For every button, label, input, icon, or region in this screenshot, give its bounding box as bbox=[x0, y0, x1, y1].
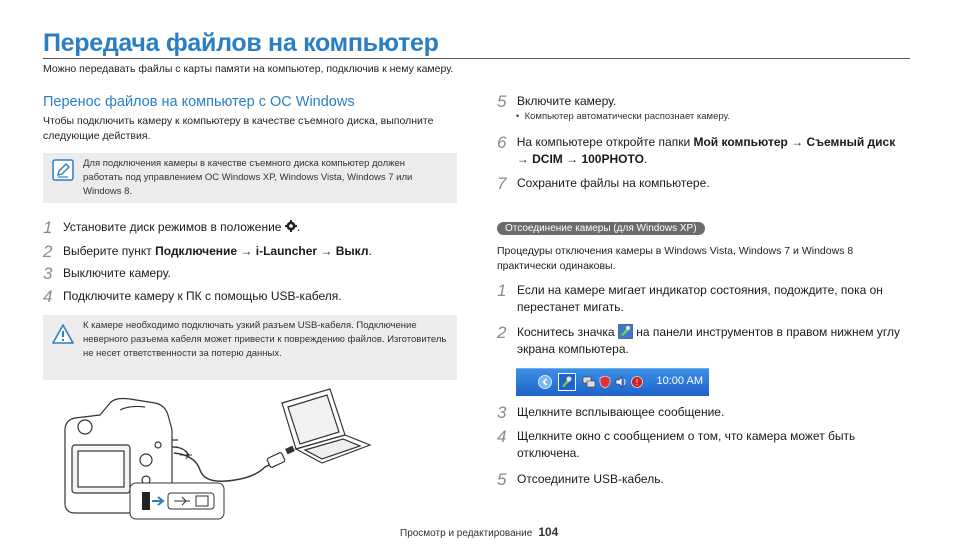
step-text: Сохраните файлы на компьютере. bbox=[517, 176, 710, 190]
pencil-note-icon bbox=[52, 159, 74, 181]
step-text: Щелкните окно с сообщением о том, что камера может быть отключена. bbox=[517, 429, 856, 460]
page-footer bbox=[400, 525, 558, 539]
disconnect-step-4 bbox=[497, 428, 912, 462]
step-text: Щелкните всплывающее сообщение. bbox=[517, 405, 725, 419]
chevron-left-icon[interactable] bbox=[538, 375, 552, 389]
volume-icon[interactable] bbox=[614, 375, 628, 389]
section-description: Чтобы подключить камеру к компьютеру в качестве съемного диска, выполните следующие действия. bbox=[43, 115, 434, 142]
step-text: Включите камеру. bbox=[517, 94, 617, 108]
step-number: 5 bbox=[497, 92, 507, 111]
taskbar-clock[interactable]: 10:00 AM bbox=[656, 375, 703, 387]
page-number: 104 bbox=[538, 525, 559, 539]
security-shield-icon[interactable] bbox=[598, 375, 612, 389]
step-text: На компьютере откройте папки Мой компьютер → Съемный диск → DCIM → 100PHOTO. bbox=[516, 135, 896, 166]
step-text: Установите диск режимов в положение . bbox=[63, 220, 301, 234]
step-1 bbox=[43, 219, 300, 236]
step-number: 1 bbox=[43, 218, 53, 237]
step-5 bbox=[497, 93, 616, 110]
note-text: Для подключения камеры в качестве съемного диска компьютер должен работать под управлением ОС Windows XP, Windows Vista, Windows 7 или Windows 8. bbox=[83, 158, 413, 197]
title-divider bbox=[43, 58, 910, 59]
footer-section: Просмотр и редактирование bbox=[400, 528, 533, 539]
step-text: Выберите пункт Подключение → i-Launcher → Выкл. bbox=[63, 244, 372, 258]
svg-text:!: ! bbox=[635, 378, 639, 387]
camera-laptop-illustration bbox=[60, 385, 400, 525]
step-number: 2 bbox=[43, 242, 53, 261]
subsection-description: Процедуры отключения камеры в Windows Vista, Windows 7 и Windows 8 практически одинаковы. bbox=[497, 245, 854, 272]
usb-cable bbox=[174, 453, 280, 481]
warning-note bbox=[43, 315, 457, 380]
page-title: Передача файлов на компьютер bbox=[43, 29, 439, 57]
step-7 bbox=[497, 175, 710, 192]
step-number: 5 bbox=[497, 470, 507, 489]
step-number: 2 bbox=[497, 323, 507, 342]
gear-icon bbox=[285, 220, 297, 232]
usb-connector-detail bbox=[130, 483, 224, 519]
disconnect-step-2 bbox=[497, 324, 912, 358]
bullet-item: • Компьютер автоматически распознает камеру. bbox=[516, 111, 730, 122]
step-number: 4 bbox=[497, 427, 507, 446]
disconnect-step-1 bbox=[497, 282, 912, 316]
step-number: 6 bbox=[497, 133, 507, 152]
step-number: 4 bbox=[43, 287, 53, 306]
subsection-label: Отсоединение камеры (для Windows XP) bbox=[497, 222, 705, 235]
step-text: Коснитесь значка на панели инструментов в правом нижнем углу экрана компьютера. bbox=[517, 325, 900, 356]
step-number: 7 bbox=[497, 174, 507, 193]
step-2 bbox=[43, 243, 372, 260]
step-6 bbox=[497, 134, 907, 168]
section-title: Перенос файлов на компьютер с ОС Windows bbox=[43, 94, 355, 110]
step-number: 3 bbox=[43, 264, 53, 283]
step-text: Выключите камеру. bbox=[63, 266, 171, 280]
step-number: 3 bbox=[497, 403, 507, 422]
safely-remove-hardware-icon bbox=[618, 324, 633, 339]
step-number: 1 bbox=[497, 281, 507, 300]
windows-taskbar-tray bbox=[516, 368, 709, 396]
info-note bbox=[43, 153, 457, 203]
step-4 bbox=[43, 288, 342, 305]
network-icon[interactable] bbox=[582, 375, 596, 389]
step-text: Подключите камеру к ПК с помощью USB-кабеля. bbox=[63, 289, 342, 303]
laptop-icon bbox=[282, 389, 370, 463]
safely-remove-hardware-icon[interactable] bbox=[558, 373, 576, 391]
note-text: К камере необходимо подключать узкий разъем USB-кабеля. Подключение неверного разъема кабеля может привести к повреждению файлов. Изготовитель не несет ответственности за потерю данных. bbox=[83, 320, 447, 359]
step-text: Отсоедините USB-кабель. bbox=[517, 472, 664, 486]
step-3 bbox=[43, 265, 171, 282]
antivirus-icon[interactable] bbox=[630, 375, 644, 389]
intro-text: Можно передавать файлы с карты памяти на компьютер, подключив к нему камеру. bbox=[43, 63, 454, 75]
disconnect-step-3 bbox=[497, 404, 724, 421]
warning-icon bbox=[52, 323, 74, 345]
disconnect-step-5 bbox=[497, 471, 664, 488]
step-text: Если на камере мигает индикатор состояния, подождите, пока он перестанет мигать. bbox=[517, 283, 883, 314]
